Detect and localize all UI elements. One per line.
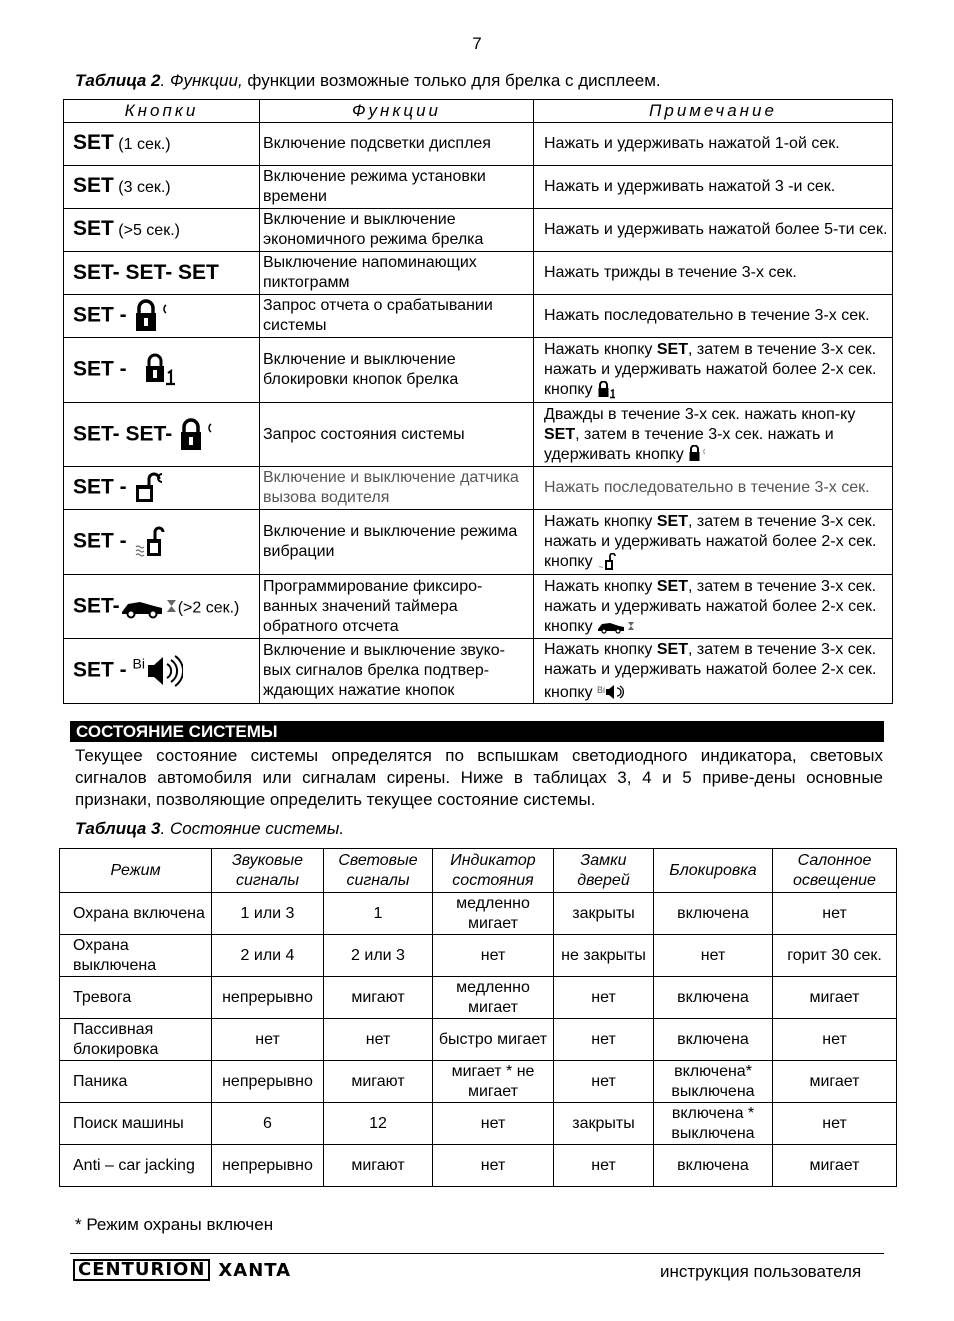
table-cell: включена (654, 977, 773, 1019)
button-cell (64, 166, 260, 209)
table-cell: нет (554, 1061, 654, 1103)
section-paragraph: Текущее состояние системы определятся по вспышкам светодиодного индикатора, световых сигналов автомобиля или сигналам сирены. Ниже в таблицах 3, 4 и 5 приве-дены основные признаки, позволяющие определить текущее состояние системы. (75, 746, 883, 809)
table-cell: мигают (324, 977, 433, 1019)
table-cell: медленно мигает (433, 893, 554, 935)
page-number: 7 (472, 34, 482, 53)
table-cell: мигают (324, 1061, 433, 1103)
table-cell: закрыты (554, 893, 654, 935)
table-cell: Охрана выключена (60, 935, 212, 977)
note-cell (534, 639, 893, 704)
button-cell (64, 467, 260, 510)
button-label: SET - (73, 303, 127, 327)
table-cell: нет (773, 1103, 897, 1145)
table-cell: закрыты (554, 1103, 654, 1145)
table-cell: 2 или 3 (324, 935, 433, 977)
table-row (64, 252, 893, 295)
table-row (64, 510, 893, 575)
button-cell (64, 403, 260, 467)
table-cell: Охрана включена (60, 893, 212, 935)
table3-caption-bold: Таблица 3 (75, 819, 161, 838)
lock-key-1-icon (143, 353, 183, 387)
note-cell (534, 403, 893, 467)
lock-closed-sound-icon (133, 299, 173, 333)
button-label: SET (73, 131, 114, 154)
table-row (60, 935, 897, 977)
button-label: SET (73, 174, 114, 197)
table-cell: не закрыты (554, 935, 654, 977)
note-text: Нажать кнопку (544, 341, 657, 358)
table-cell: непрерывно (212, 977, 324, 1019)
function-cell: Включение и выключение блокировки кнопок брелка (260, 338, 534, 403)
button-cell (64, 209, 260, 252)
function-cell: Включение и выключение режима вибрации (260, 510, 534, 575)
table2-caption-rest: функции возможные только для брелка с дисплеем. (242, 71, 661, 90)
button-label: SET- SET- (73, 422, 173, 446)
note-cell: Нажать и удерживать нажатой 1-ой сек. (534, 123, 893, 166)
table-cell: нет (212, 1019, 324, 1061)
header-indicator: Индикатор состояния (433, 849, 554, 893)
header-notes: Примечание (534, 100, 893, 123)
speaker-icon (145, 653, 183, 689)
function-cell: Запрос отчета о срабатывании системы (260, 295, 534, 338)
button-cell (64, 295, 260, 338)
button-label: SET - (73, 357, 127, 381)
table-row (60, 1103, 897, 1145)
table-cell: включена (654, 1019, 773, 1061)
table-cell: нет (554, 977, 654, 1019)
footer-divider (70, 1253, 884, 1254)
button-duration: (3 сек.) (113, 179, 171, 196)
table-cell: мигает (773, 1145, 897, 1187)
note-set: SET (544, 425, 576, 443)
table-cell: мигают (324, 1145, 433, 1187)
table3-caption-rest: . Состояние системы. (160, 819, 345, 838)
table-row (60, 1061, 897, 1103)
table-cell: Пассивная блокировка (60, 1019, 212, 1061)
table-cell: Anti – car jacking (60, 1145, 212, 1187)
note-text: Дважды в течение 3-х сек. нажать кноп-ку (544, 405, 856, 423)
table-row (64, 166, 893, 209)
lock-open-call-icon (133, 471, 165, 505)
header-locks: Замки дверей (554, 849, 654, 893)
note-text: Нажать кнопку (544, 513, 657, 530)
function-cell: Включение подсветки дисплея (260, 123, 534, 166)
note-set: SET (656, 640, 688, 658)
header-sound: Звуковые сигналы (212, 849, 324, 893)
functions-table (63, 99, 893, 704)
function-cell: Включение и выключение звуко-вых сигналов брелка подтвер-ждающих нажатие кнопок (260, 639, 534, 704)
table-cell: нет (433, 935, 554, 977)
table-row (60, 1145, 897, 1187)
header-blocking: Блокировка (654, 849, 773, 893)
table-cell: нет (554, 1145, 654, 1187)
note-cell: Нажать последовательно в течение 3-х сек. (534, 467, 893, 510)
table-cell: 6 (212, 1103, 324, 1145)
header-interior-light: Салонное освещение (773, 849, 897, 893)
car-timer-icon (597, 618, 637, 634)
table-cell: мигает * не мигает (433, 1061, 554, 1103)
button-label: SET (73, 217, 114, 240)
system-state-table (59, 848, 897, 1187)
note-cell (534, 510, 893, 575)
table-row (64, 467, 893, 510)
table-cell: нет (433, 1145, 554, 1187)
table-cell: включена (654, 1145, 773, 1187)
lock-closed-sound-icon (688, 445, 710, 463)
car-timer-icon (120, 594, 178, 620)
table-cell: Поиск машины (60, 1103, 212, 1145)
button-label: SET - (73, 658, 127, 682)
table-row (60, 977, 897, 1019)
header-functions: Функции (260, 100, 534, 123)
footnote: * Режим охраны включен (75, 1215, 274, 1234)
note-set: SET (656, 577, 688, 595)
note-cell: Нажать трижды в течение 3-х сек. (534, 252, 893, 295)
table-cell: нет (773, 1019, 897, 1061)
button-cell (64, 639, 260, 704)
table-row (64, 575, 893, 639)
note-cell (534, 575, 893, 639)
button-cell (64, 575, 260, 639)
function-cell: Включение и выключение датчика вызова водителя (260, 467, 534, 510)
footer-caption: инструкция пользователя (660, 1262, 862, 1281)
brand-name: CENTURION (73, 1259, 210, 1281)
bi-label: Bi (597, 684, 606, 695)
lock-key-1-icon (597, 381, 617, 399)
table-cell: нет (654, 935, 773, 977)
note-text: Нажать кнопку (544, 577, 657, 595)
note-cell (534, 338, 893, 403)
button-cell: SET- SET- SET (64, 252, 260, 295)
table2-caption (75, 71, 661, 91)
button-duration: (>2 сек.) (177, 599, 240, 617)
table-header-row (60, 849, 897, 893)
table-cell: мигает (773, 977, 897, 1019)
table-cell: непрерывно (212, 1061, 324, 1103)
table-cell: 2 или 4 (212, 935, 324, 977)
button-duration: (>5 сек.) (113, 222, 180, 239)
function-cell: Запрос состояния системы (260, 403, 534, 467)
table-cell: включена * выключена (654, 1103, 773, 1145)
brand-logo (73, 1259, 291, 1281)
table-row (60, 893, 897, 935)
table-row (64, 295, 893, 338)
function-cell: Включение режима установки времени (260, 166, 534, 209)
header-buttons: Кнопки (64, 100, 260, 123)
note-text: , затем в течение 3-х сек. нажать и удерживать кнопку (544, 425, 834, 463)
table-cell: нет (773, 893, 897, 935)
table-cell: быстро мигает (433, 1019, 554, 1061)
button-label: SET- (73, 594, 120, 618)
note-cell: Нажать последовательно в течение 3-х сек. (534, 295, 893, 338)
lock-open-vibrate-icon (597, 553, 619, 571)
table-cell: Тревога (60, 977, 212, 1019)
table-cell: горит 30 сек. (773, 935, 897, 977)
model-name: XANTA (218, 1259, 292, 1281)
header-light: Световые сигналы (324, 849, 433, 893)
button-cell (64, 338, 260, 403)
note-text: Нажать кнопку (544, 640, 657, 658)
table-row (64, 338, 893, 403)
note-text: , затем в течение 3-х сек. нажать и удерживать нажатой более 2-х сек. кнопку (544, 640, 877, 701)
note-cell: Нажать и удерживать нажатой более 5-ти сек. (534, 209, 893, 252)
table-cell: 1 или 3 (212, 893, 324, 935)
note-text: , затем в течение 3-х сек. нажать и удерживать нажатой более 2-х сек. кнопку (544, 513, 877, 570)
table2-caption-italic: . Функции, (160, 71, 243, 90)
table-header-row (64, 100, 893, 123)
button-cell (64, 510, 260, 575)
table-cell: 1 (324, 893, 433, 935)
button-label: SET - (73, 475, 127, 499)
note-text: , затем в течение 3-х сек. нажать и удерживать нажатой более 2-х сек. кнопку (544, 577, 877, 635)
section-title-bar: СОСТОЯНИЕ СИСТЕМЫ (70, 721, 884, 742)
table-row (64, 403, 893, 467)
table-cell: медленно мигает (433, 977, 554, 1019)
lock-closed-sound-icon (178, 418, 218, 452)
button-cell (64, 123, 260, 166)
note-text: , затем в течение 3-х сек. нажать и удерживать нажатой более 2-х сек. кнопку (544, 341, 877, 398)
table-row (60, 1019, 897, 1061)
button-duration: (1 сек.) (113, 136, 171, 153)
table-cell: нет (433, 1103, 554, 1145)
table2-caption-bold: Таблица 2 (75, 71, 161, 90)
table-cell: нет (554, 1019, 654, 1061)
table-row (64, 639, 893, 704)
table-cell: мигает (773, 1061, 897, 1103)
table-cell: включена (654, 893, 773, 935)
table-cell: непрерывно (212, 1145, 324, 1187)
header-mode: Режим (60, 849, 212, 893)
button-label: SET - (73, 529, 127, 553)
table-cell: 12 (324, 1103, 433, 1145)
note-cell: Нажать и удерживать нажатой 3 -и сек. (534, 166, 893, 209)
table-row (64, 123, 893, 166)
speaker-icon (605, 683, 625, 701)
table-cell: включена* выключена (654, 1061, 773, 1103)
note-set: SET (656, 513, 688, 530)
lock-open-vibrate-icon (133, 525, 167, 559)
note-set: SET (656, 341, 688, 358)
table-row (64, 209, 893, 252)
table-cell: нет (324, 1019, 433, 1061)
function-cell: Выключение напоминающих пиктограмм (260, 252, 534, 295)
table-cell: Паника (60, 1061, 212, 1103)
bi-label: Bi (132, 655, 145, 672)
function-cell: Программирование фиксиро-ванных значений таймера обратного отсчета (260, 575, 534, 639)
function-cell: Включение и выключение экономичного режима брелка (260, 209, 534, 252)
table3-caption (75, 819, 344, 839)
